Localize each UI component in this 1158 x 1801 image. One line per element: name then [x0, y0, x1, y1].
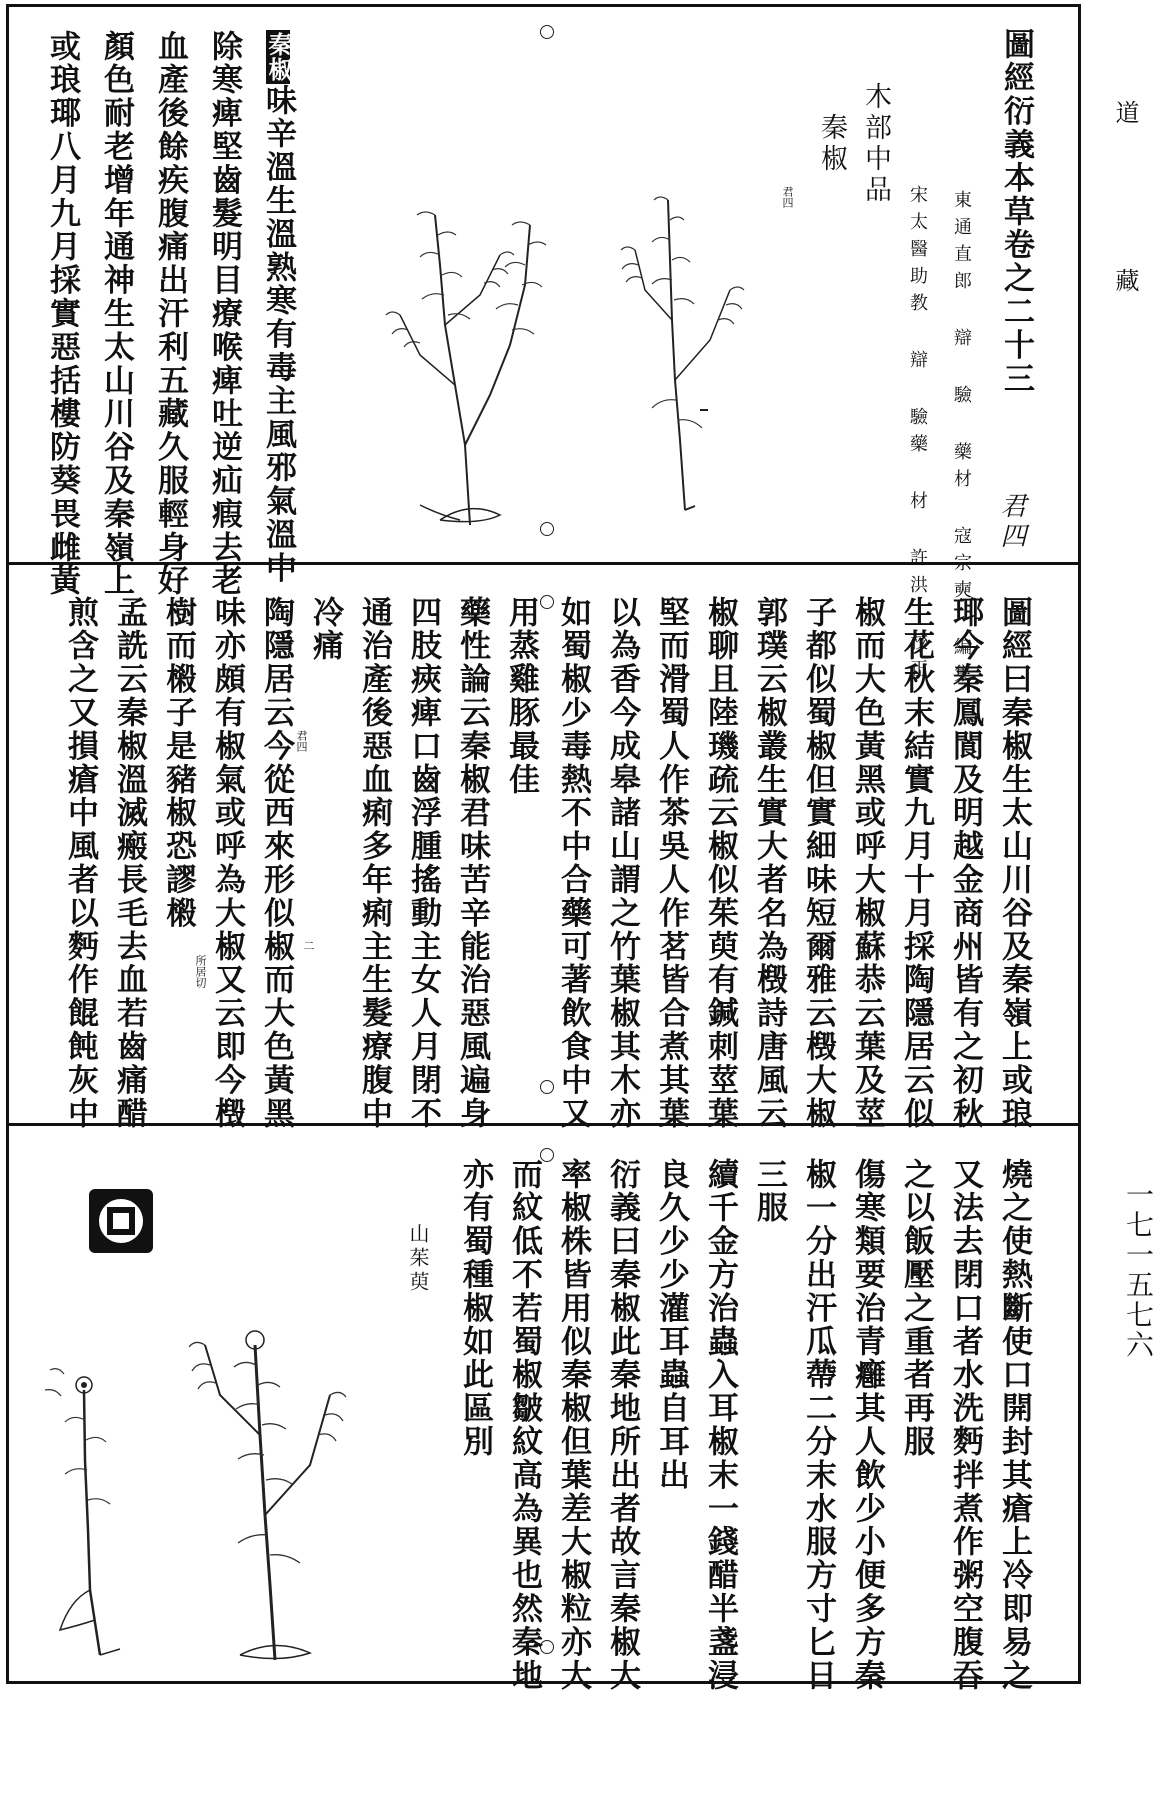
panel2-col-10: 如蜀椒少毒熱不中合藥可著飲食中又 [555, 596, 591, 1131]
panel2-col-19: 孟詵云秦椒溫滅瘢長毛去血若齒痛醋 [111, 596, 147, 1131]
figure-label: 山茱萸 [406, 1223, 430, 1295]
panel2-col-13: 四肢㾜痺口齒浮腫搖動主女人月閉不 [405, 596, 441, 1131]
panel1-col-4: 顏色耐老增年通神生太山川谷及秦嶺上 [98, 30, 134, 598]
panel1-col-1: 味辛溫生溫熟寒有毒主風邪氣溫中 [260, 84, 296, 585]
panel1-col-5: 或琅瑘八月九月採實惡括樓防葵畏雌黃 [44, 30, 80, 598]
panel3-col-6: 三服 [751, 1158, 787, 1225]
panel2-col-9: 以為香今成皋諸山謂之竹葉椒其木亦 [604, 596, 640, 1131]
panel2-col-20: 煎含之又損瘡中風者以麪作餛飩灰中 [62, 596, 98, 1131]
annotation-mark-2: 所居切 [194, 955, 207, 988]
panel3-col-7: 續千金方治蟲入耳椒末一錢醋半盞浸 [702, 1158, 738, 1693]
volume-title: 圖經衍義本草卷之二十三 [998, 28, 1034, 396]
panel2-col-7: 椒聊且陸璣疏云椒似茱萸有鍼刺莖葉 [702, 596, 738, 1131]
panel2-col-16: 陶隱居云今從西來形似椒而大色黃黑 [258, 596, 294, 1131]
panel3-col-10: 率椒株皆用似秦椒但葉差大椒粒亦大 [555, 1158, 591, 1693]
annotation-mark-3: 二 [302, 940, 315, 951]
panel2-col-17: 味亦頗有椒氣或呼為大椒又云即今檓 [209, 596, 245, 1131]
panel3-col-12: 亦有蜀種椒如此區別 [457, 1158, 493, 1459]
panel2-col-2: 瑘今秦鳳閬及明越金商州皆有之初秋 [947, 596, 983, 1131]
margin-glyph-dao: 道 [1111, 100, 1139, 124]
panel2-col-11: 用蒸雞豚最佳 [503, 596, 539, 797]
page-number: 一七一五七六 [1122, 1180, 1155, 1360]
binding-hole [540, 25, 554, 39]
credit-line-1: 東通直郎 辯 驗 藥材 寇宗奭 編集 [951, 190, 972, 691]
panel2-col-18: 樹而樧子是豬椒恐謬樧 [160, 596, 196, 930]
item-heading: 秦椒 [816, 113, 847, 175]
entry-label [260, 30, 296, 585]
panel3-col-2: 又法去閉口者水洗麪拌煮作粥空腹吞 [947, 1158, 983, 1693]
plant-illustration-small [40, 1330, 140, 1660]
panel2-col-6: 郭璞云椒叢生實大者名為檓詩唐風云 [751, 596, 787, 1131]
panel2-col-15: 冷痛 [307, 596, 343, 663]
plant-illustration-right [600, 180, 770, 515]
plant-illustration-large [160, 1285, 390, 1665]
margin-glyph-zang: 藏 [1111, 268, 1139, 292]
entry-label-box: 秦椒 [264, 32, 293, 82]
binding-hole [540, 1640, 554, 1654]
plant-illustration-left [360, 165, 570, 530]
panel3-col-5: 椒一分出汗瓜蔕二分末水服方寸匕日 [800, 1158, 836, 1693]
panel3-col-11: 而紋低不若蜀椒皺紋高為異也然秦地 [506, 1158, 542, 1693]
panel3-col-1: 燒之使熱斷使口開封其瘡上冷即易之 [996, 1158, 1032, 1693]
panel2-col-1: 圖經曰秦椒生太山川谷及秦嶺上或琅 [996, 596, 1032, 1131]
binding-hole [540, 1080, 554, 1094]
panel2-col-12: 藥性論云秦椒君味苦辛能治惡風遍身 [454, 596, 490, 1131]
panel3-col-3: 之以飯壓之重者再服 [898, 1158, 934, 1459]
panel1-col-2: 除寒痺堅齒髮明目療喉痺吐逆疝瘕去老 [206, 30, 242, 598]
panel2-col-4: 椒而大色黃黑或呼大椒蘇恭云葉及莖 [849, 596, 885, 1131]
panel2-col-8: 堅而滑蜀人作茶吳人作茗皆合煮其葉 [653, 596, 689, 1131]
panel2-col-3: 生花秋末結實九月十月採陶隱居云似 [898, 596, 934, 1131]
panel1-col-3: 血產後餘疾腹痛出汗利五藏久服輕身好 [152, 30, 188, 598]
credit-line-2: 宋太醫助教 辯 驗藥 材 許洪 校正 [907, 185, 928, 686]
panel2-col-5: 子都似蜀椒但實細味短爾雅云檓大椒 [800, 596, 836, 1131]
item-mark: 君四 [781, 186, 794, 208]
binding-hole [540, 595, 554, 609]
label-mark-top: 君四 [996, 492, 1026, 552]
binding-hole [540, 1148, 554, 1162]
panel3-col-9: 衍義曰秦椒此秦地所出者故言秦椒大 [604, 1158, 640, 1693]
panel3-col-8: 良久少少灌耳蟲自耳出 [653, 1158, 689, 1492]
category-heading: 木部中品 [860, 82, 891, 206]
annotation-mark: 君四 [295, 730, 308, 752]
panel2-col-14: 通治產後惡血痢多年痢主生髮療腹中 [356, 596, 392, 1131]
seal-icon [85, 1185, 157, 1257]
panel3-col-4: 傷寒類要治青癰其人飲少小便多方秦 [849, 1158, 885, 1693]
